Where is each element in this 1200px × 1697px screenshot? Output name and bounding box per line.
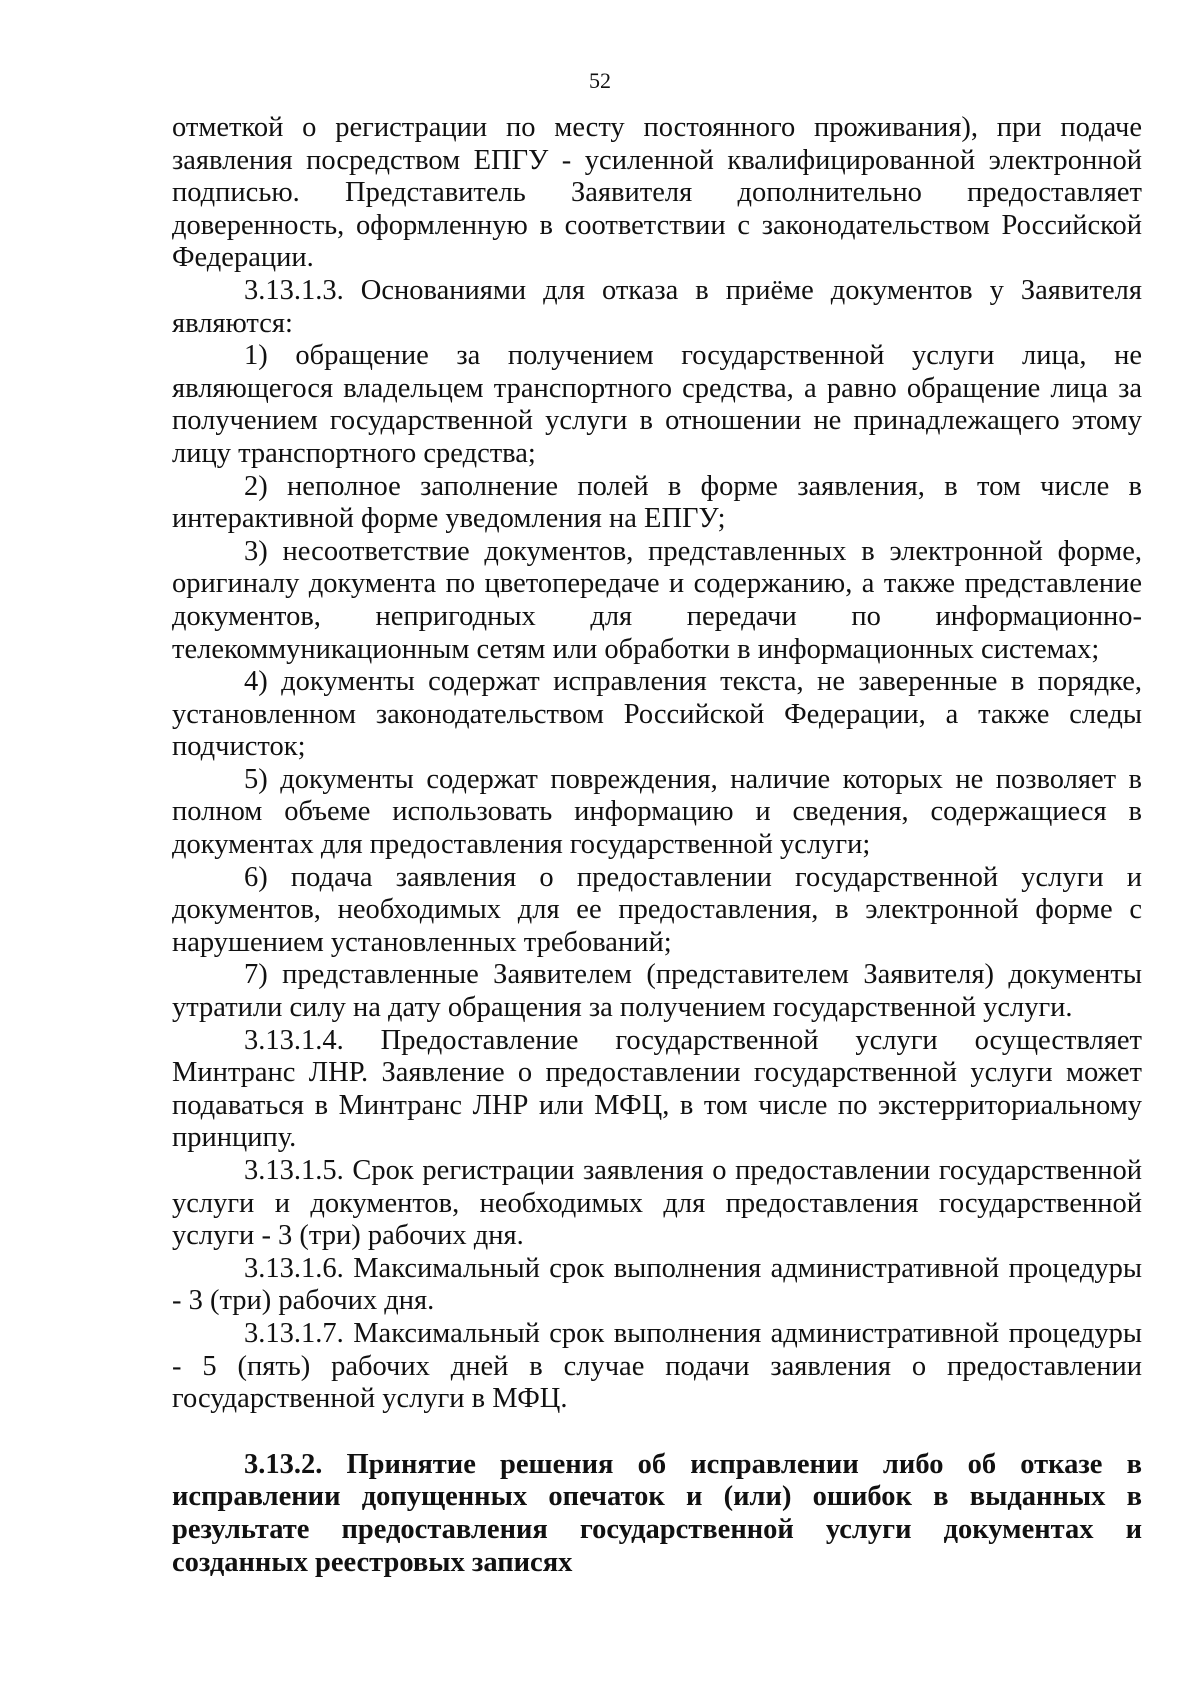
section-heading-3-13-2: 3.13.2. Принятие решения об исправлении либо об отказе в исправлении допущенных опечаток и (или) ошибок в выданных в результате предоставления государственной услуги документах и созданных реестровых записях <box>172 1448 1142 1578</box>
paragraph-3-13-1-4: 3.13.1.4. Предоставление государственной услуги осуществляет Минтранс ЛНР. Заявление о предоставлении государственной услуги может подаваться в Минтранс ЛНР или МФЦ, в том числе по экстерриториальному принципу. <box>172 1024 1142 1154</box>
list-item-4: 4) документы содержат исправления текста, не заверенные в порядке, установленном законодательством Российской Федерации, а также следы подчисток; <box>172 666 1142 763</box>
list-item-6: 6) подача заявления о предоставлении государственной услуги и документов, необходимых для ее предоставления, в электронной форме с нарушением установленных требований; <box>172 861 1142 958</box>
paragraph-3-13-1-3: 3.13.1.3. Основаниями для отказа в приёме документов у Заявителя являются: <box>172 274 1142 339</box>
list-item-5: 5) документы содержат повреждения, наличие которых не позволяет в полном объеме использовать информацию и сведения, содержащиеся в документах для предоставления государственной услуги; <box>172 763 1142 861</box>
paragraph-3-13-1-5: 3.13.1.5. Срок регистрации заявления о предоставлении государственной услуги и документов, необходимых для предоставления государственной услуги - 3 (три) рабочих дня. <box>172 1155 1142 1252</box>
list-item-1: 1) обращение за получением государственной услуги лица, не являющегося владельцем транспортного средства, а равно обращение лица за получением государственной услуги в отношении не принадлежащего этому лицу транспортного средства; <box>172 340 1142 469</box>
list-item-2: 2) неполное заполнение полей в форме заявления, в том числе в интерактивной форме уведомления на ЕПГУ; <box>172 470 1142 535</box>
paragraph-continuation: отметкой о регистрации по месту постоянного проживания), при подаче заявления посредством ЕПГУ - усиленной квалифицированной электронной подписью. Представитель Заявителя дополнительно предоставляет доверенность, оформленную в соответствии с законодательством Российской Федерации. <box>172 112 1142 274</box>
document-body <box>172 112 1142 1579</box>
paragraph-3-13-1-7: 3.13.1.7. Максимальный срок выполнения административной процедуры - 5 (пять) рабочих дней в случае подачи заявления о предоставлении государственной услуги в МФЦ. <box>172 1317 1142 1415</box>
page-number: 52 <box>589 68 611 93</box>
paragraph-3-13-1-6: 3.13.1.6. Максимальный срок выполнения административной процедуры - 3 (три) рабочих дня. <box>172 1252 1142 1317</box>
list-item-7: 7) представленные Заявителем (представителем Заявителя) документы утратили силу на дату обращения за получением государственной услуги. <box>172 959 1142 1024</box>
list-item-3: 3) несоответствие документов, представленных в электронной форме, оригиналу документа по цветопередаче и содержанию, а также представление документов, непригодных для передачи по информационно-телекоммуникационным сетям или обработки в информационных системах; <box>172 535 1142 665</box>
